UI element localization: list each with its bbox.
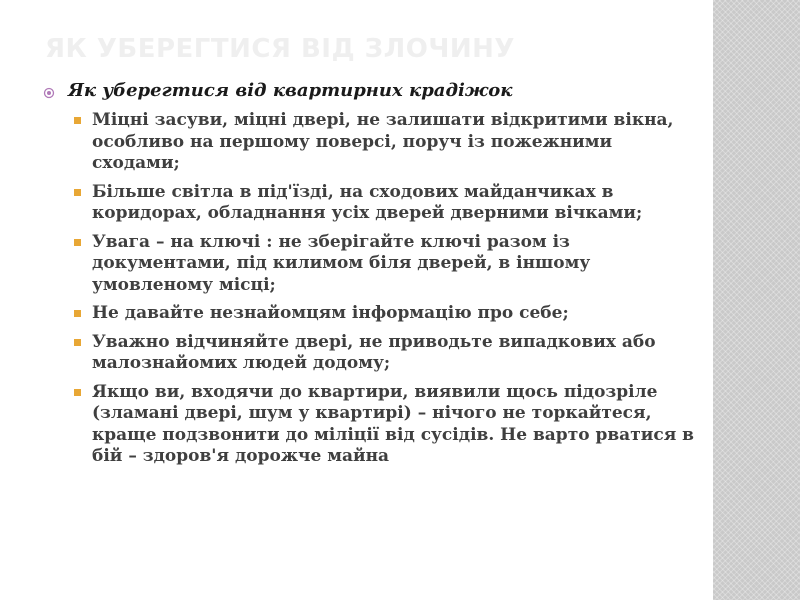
square-bullet-icon [74,339,81,346]
decorative-side-strip [713,0,800,600]
list-item [74,110,694,175]
level1-bullet-item [42,79,702,103]
circled-dot-icon [42,79,68,103]
list-item [74,182,694,225]
square-bullet-icon [74,117,81,124]
list-item-text: Не давайте незнайомцям інформацію про себе; [92,303,569,323]
list-item-text: Увага – на ключі : не зберігайте ключі разом із документами, під килимом біля дверей, в іншому умовленому місці; [92,231,591,295]
square-bullet-icon [74,239,81,246]
list-item [74,232,694,297]
square-bullet-icon [74,310,81,317]
list-item-text: Більше світла в під'їзді, на сходових майданчиках в коридорах, обладнання усіх дверей дверними вічками; [92,181,643,223]
advice-list [74,110,694,475]
square-bullet-icon [74,389,81,396]
list-item-text: Уважно відчиняйте двері, не приводьте випадкових або малознайомих людей додому; [92,331,656,373]
slide-title: ЯК УБЕРЕГТИСЯ ВІД ЗЛОЧИНУ [45,34,515,64]
list-item [74,382,694,468]
list-item [74,303,694,325]
square-bullet-icon [74,189,81,196]
list-item-text: Якщо ви, входячи до квартири, виявили щось підозріле (зламані двері, шум у квартирі) – нічого не торкайтеся, краще подзвонити до міліції від сусідів. Не варто рватися в бій – здоров'я дорожче майна [92,381,694,466]
section-heading: Як уберегтися від квартирних крадіжок [68,80,513,101]
list-item-text: Міцні засуви, міцні двері, не залишати відкритими вікна, особливо на першому поверсі, поруч із пожежними сходами; [92,110,674,173]
list-item [74,332,694,375]
